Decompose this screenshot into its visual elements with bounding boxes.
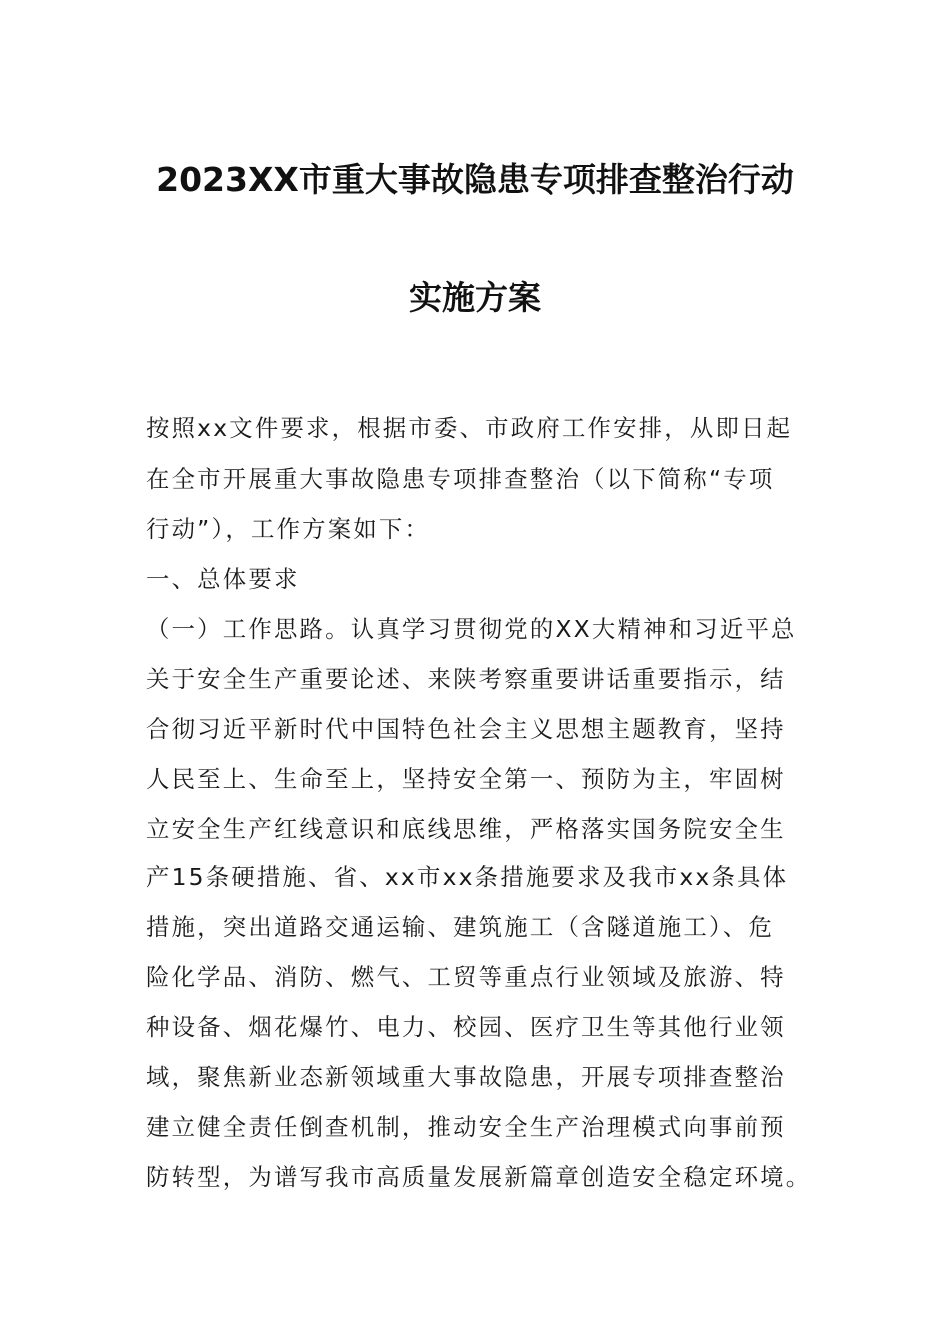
body-line-12: 险化学品、消防、燃气、工贸等重点行业领域及旅游、特 [146,963,786,991]
document-title-line-2: 实施方案 [409,278,541,317]
body-line-8: 人民至上、生命至上，坚持安全第一、预防为主，牢固树 [146,765,786,793]
body-line-10: 产15条硬措施、省、xx市xx条措施要求及我市xx条具体 [146,863,789,891]
body-line-11: 措施，突出道路交通运输、建筑施工（含隧道施工）、危 [146,913,775,941]
body-line-15: 建立健全责任倒查机制，推动安全生产治理模式向事前预 [146,1113,786,1141]
body-line-5: （一）工作思路。认真学习贯彻党的XX大精神和习近平总 [146,615,797,643]
body-line-9: 立安全生产红线意识和底线思维，严格落实国务院安全生 [146,815,786,843]
body-line-6: 关于安全生产重要论述、来陕考察重要讲话重要指示，结 [146,665,786,693]
document-title-line-1: 2023XX市重大事故隐患专项排查整治行动 [156,160,794,199]
body-line-14: 域，聚焦新业态新领域重大事故隐患，开展专项排查整治 [146,1063,786,1091]
body-line-intro-1: 按照xx文件要求，根据市委、市政府工作安排，从即日起 [146,414,793,442]
body-line-7: 合彻习近平新时代中国特色社会主义思想主题教育，坚持 [146,715,786,743]
body-line-13: 种设备、烟花爆竹、电力、校园、医疗卫生等其他行业领 [146,1013,786,1041]
body-line-16: 防转型，为谱写我市高质量发展新篇章创造安全稳定环境。 [146,1163,812,1191]
body-line-intro-3: 行动”），工作方案如下： [146,515,431,543]
body-line-intro-2: 在全市开展重大事故隐患专项排查整治（以下简称“专项 [146,465,775,493]
section-heading-general-requirements: 一、总体要求 [146,565,300,593]
